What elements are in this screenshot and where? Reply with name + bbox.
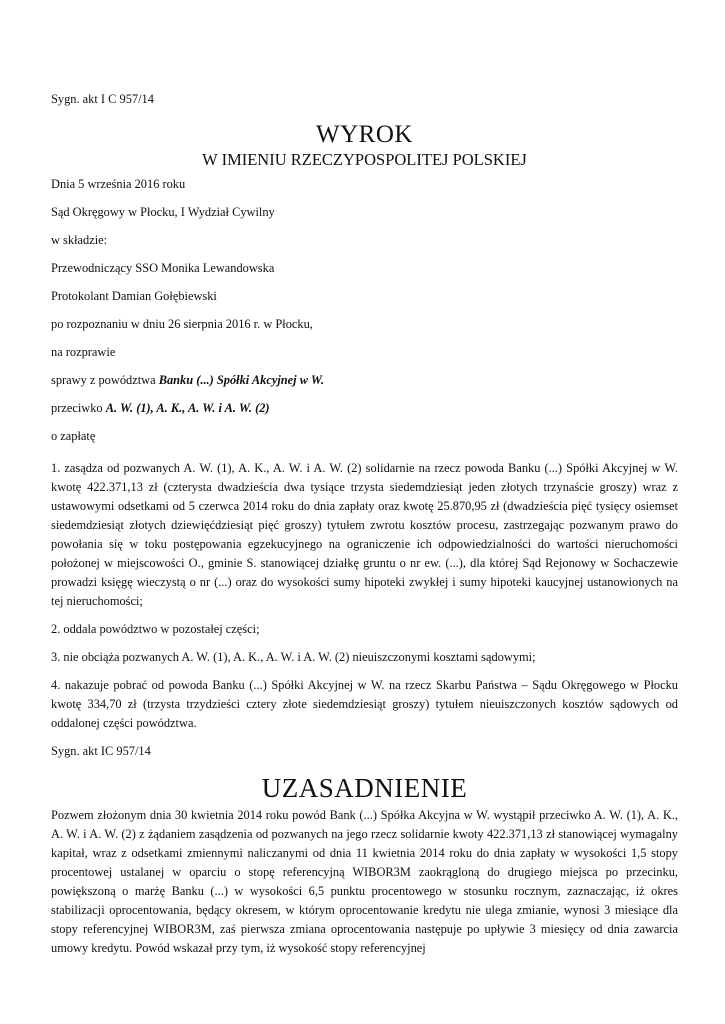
presiding-judge: Przewodniczący SSO Monika Lewandowska: [51, 261, 275, 275]
case-signature-bottom: Sygn. akt IC 957/14: [51, 744, 151, 758]
judgment-subtitle: W IMIENIU RZECZYPOSPOLITEJ POLSKIEJ: [202, 150, 527, 169]
court-name: Sąd Okręgowy w Płocku, I Wydział Cywilny: [51, 205, 275, 219]
case-parties-defendants: [51, 399, 678, 418]
ruling-point-2: 2. oddala powództwo w pozostałej części;: [51, 622, 260, 636]
justification-title: UZASADNIENIE: [261, 773, 468, 803]
ruling-point-3: 3. nie obciąża pozwanych A. W. (1), A. K., A. W. i A. W. (2) nieuiszczonymi kosztami sądowymi;: [51, 650, 536, 664]
plaintiff-name: Banku (...) Spółki Akcyjnej w W.: [158, 373, 325, 387]
defendants-names: A. W. (1), A. K., A. W. i A. W. (2): [105, 401, 270, 415]
justification-paragraph: Pozwem złożonym dnia 30 kwietnia 2014 roku powód Bank (...) Spółka Akcyjna w W. wystąpił przeciwko A. W. (1), A. K., A. W. i A. W. (2) z żądaniem zasądzenia od pozwanych na jego rzecz solidarnie kwoty 422.371,13 zł stanowiącej wymagalny kapitał, wraz z odsetkami zmiennymi naliczanymi od dnia 11 kwietnia 2014 roku do dnia zapłaty w wysokości 1,5 stopy procentowej ustalanej w oparciu o stopę referencyjną WIBOR3M zaokrągloną do drugiego miejsca po przecinku, powiększoną o marżę Banku (...) w wysokości 6,5 punktu procentowego w stosunku rocznym, zaznaczając, iż okres stabilizacji oprocentowania, będący okresem, w którym oprocentowanie kredytu nie ulega zmianie, wynosi 3 miesiące dla stopy referencyjnej WIBOR3M, zaś pierwsza zmiana oprocentowania następuje po upływie 3 miesięcy od dnia zawarcia umowy kredytu. Powód wskazał przy tym, iż wysokość stopy referencyjnej: [51, 808, 678, 955]
case-parties-plaintiff: [51, 371, 678, 390]
case-signature-top: Sygn. akt I C 957/14: [51, 92, 154, 106]
session-type: na rozprawie: [51, 345, 116, 359]
case-prefix: sprawy z powództwa: [51, 373, 159, 387]
judgment-document: [51, 90, 678, 958]
hearing-info: po rozpoznaniu w dniu 26 sierpnia 2016 r. w Płocku,: [51, 317, 313, 331]
court-clerk: Protokolant Damian Gołębiewski: [51, 289, 217, 303]
judgment-date: Dnia 5 września 2016 roku: [51, 177, 186, 191]
against-prefix: przeciwko: [51, 401, 106, 415]
ruling-point-4: 4. nakazuje pobrać od powoda Banku (...) Spółki Akcyjnej w W. na rzecz Skarbu Państwa – Sądu Okręgowego w Płocku kwotę 334,70 zł (trzysta trzydzieści cztery złote siedemdziesiąt groszy) tytułem nieuiszczonych kosztów sądowych od oddalonej części powództwa.: [51, 678, 678, 730]
ruling-point-1: 1. zasądza od pozwanych A. W. (1), A. K., A. W. i A. W. (2) solidarnie na rzecz powoda Banku (...) Spółki Akcyjnej w W. kwotę 422.371,13 zł (czterysta dwadzieścia dwa tysiące trzysta siedemdziesiąt jeden złotych trzynaście groszy) wraz z ustawowymi odsetkami od 5 czerwca 2014 roku do dnia zapłaty oraz kwotę 25.870,95 zł (dwadzieścia pięć tysięcy osiemset siedemdziesiąt złotych dziewięćdziesiąt pięć groszy) tytułem zwrotu kosztów procesu, zastrzegając pozwanym prawo do powołania się w toku postępowania egzekucyjnego na ograniczenie ich odpowiedzialności do wartości nieruchomości położonej w miejscowości O., gminie S. stanowiącej działkę gruntu o nr ew. (...), dla której Sąd Rejonowy w Sochaczewie prowadzi księgę wieczystą o nr (...) oraz do wysokości sumy hipoteki zwykłej i sumy hipoteki kaucyjnej ustanowionych na tej nieruchomości;: [51, 461, 678, 608]
case-subject: o zapłatę: [51, 429, 96, 443]
judgment-title: WYROK: [316, 121, 413, 148]
composition-label: w składzie:: [51, 233, 108, 247]
